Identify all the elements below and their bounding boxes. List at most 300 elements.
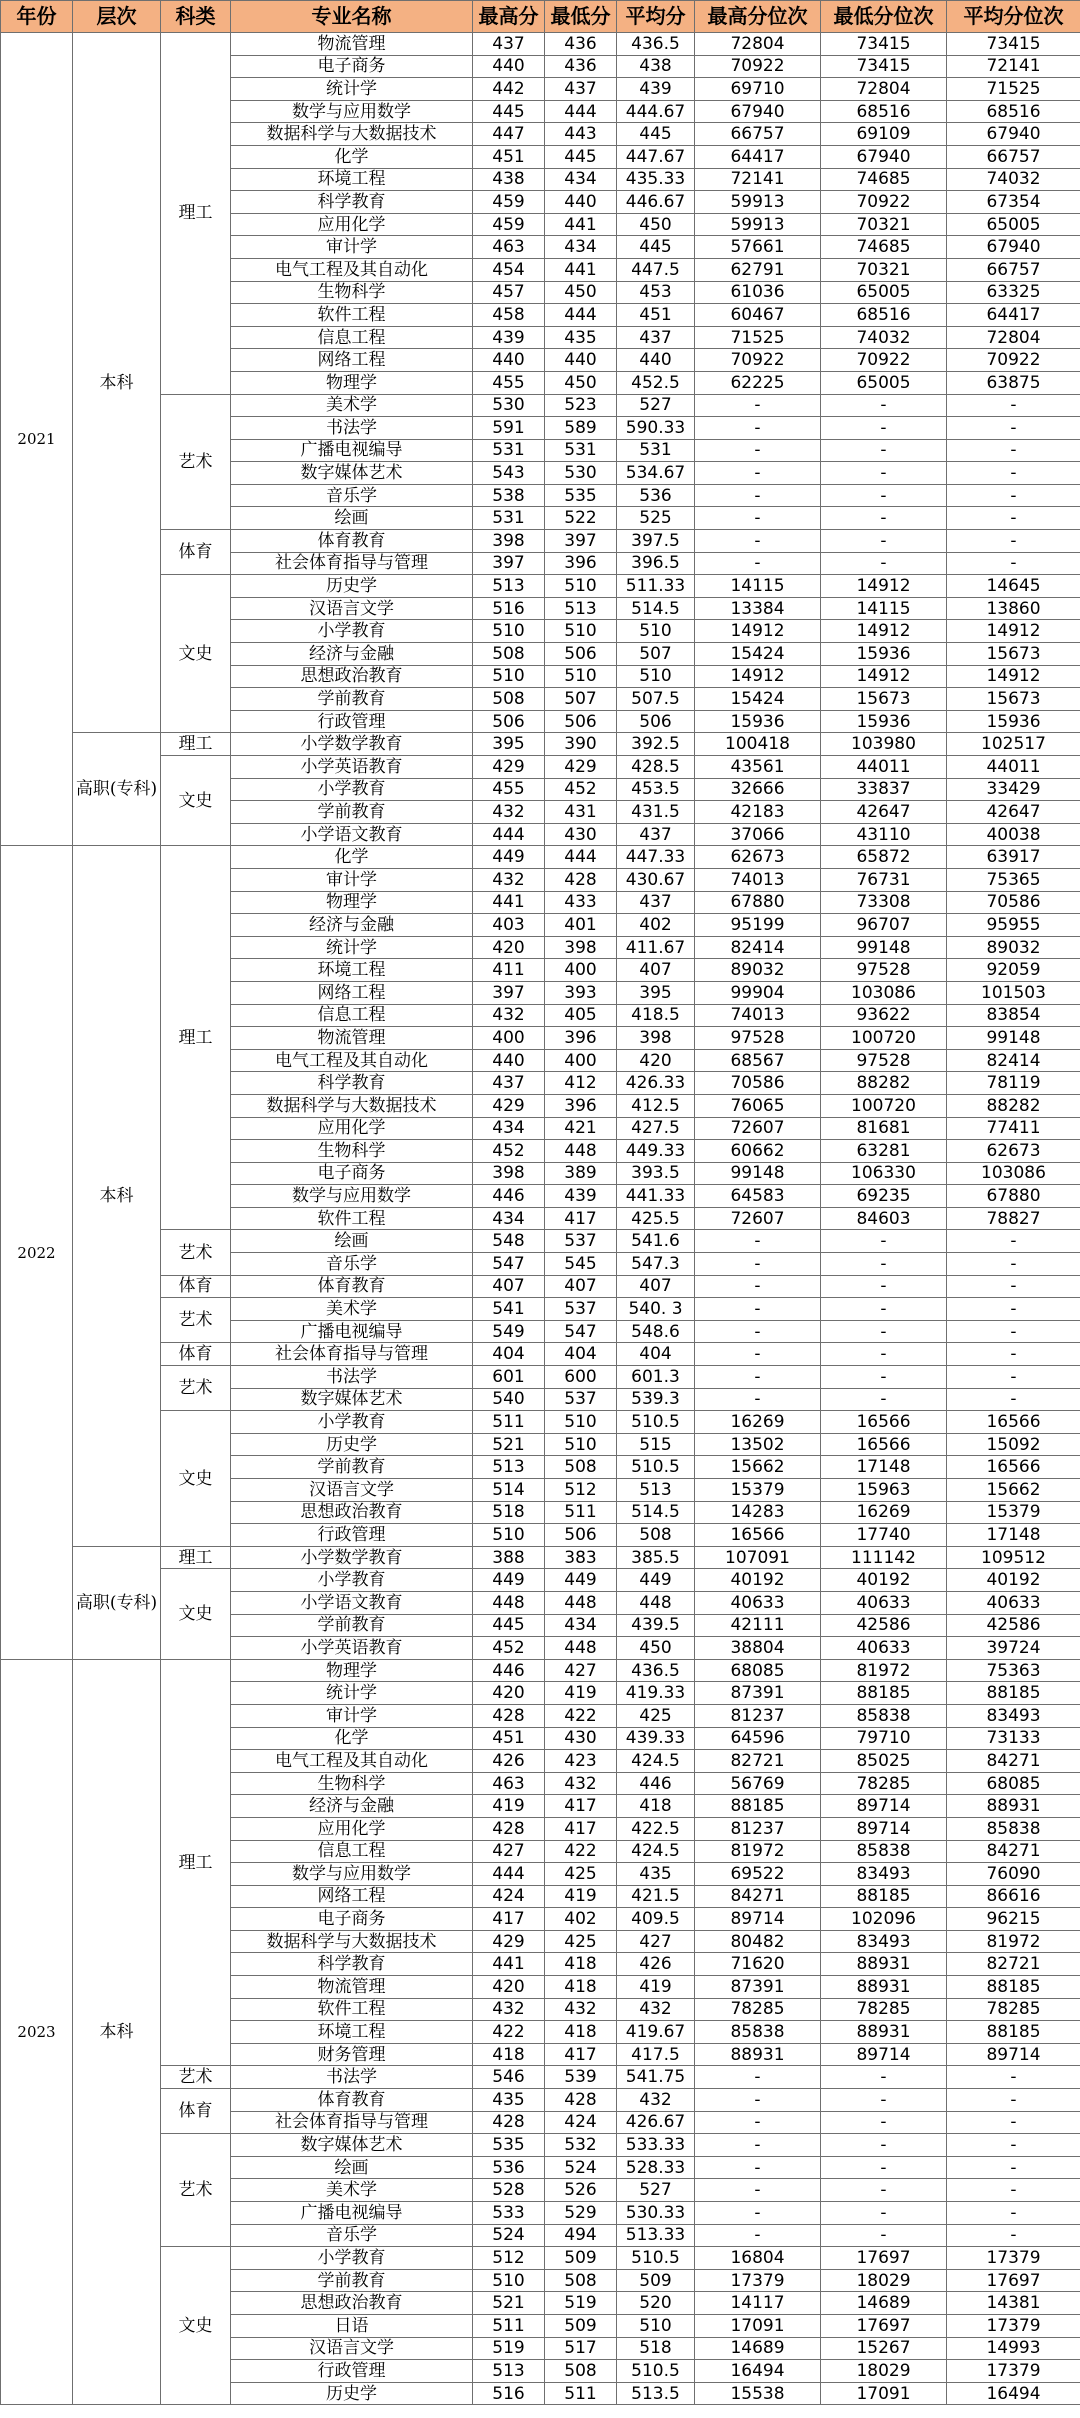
min-score-cell: 396: [545, 552, 617, 575]
avg-score-cell: 439.5: [617, 1614, 695, 1637]
major-name-cell: 电子商务: [231, 1908, 473, 1931]
avg-score-cell: 506: [617, 710, 695, 733]
max-rank-cell: 88185: [695, 1795, 821, 1818]
max-score-cell: 591: [473, 417, 545, 440]
table-row: [1, 1659, 1080, 1682]
min-score-cell: 539: [545, 2066, 617, 2089]
avg-rank-cell: 13860: [947, 597, 1080, 620]
major-name-cell: 书法学: [231, 2066, 473, 2089]
min-rank-cell: -: [821, 2089, 947, 2112]
max-rank-cell: 15662: [695, 1456, 821, 1479]
min-score-cell: 401: [545, 914, 617, 937]
major-name-cell: 软件工程: [231, 304, 473, 327]
major-name-cell: 应用化学: [231, 1817, 473, 1840]
min-score-cell: 417: [545, 2043, 617, 2066]
min-score-cell: 445: [545, 145, 617, 168]
min-rank-cell: 74685: [821, 168, 947, 191]
avg-score-cell: 398: [617, 1027, 695, 1050]
avg-score-cell: 539.3: [617, 1388, 695, 1411]
avg-rank-cell: 72804: [947, 326, 1080, 349]
min-score-cell: 523: [545, 394, 617, 417]
max-score-cell: 455: [473, 371, 545, 394]
min-score-cell: 450: [545, 371, 617, 394]
min-score-cell: 547: [545, 1320, 617, 1343]
max-rank-cell: 70586: [695, 1072, 821, 1095]
avg-rank-cell: 17379: [947, 2360, 1080, 2383]
max-score-cell: 538: [473, 484, 545, 507]
avg-rank-cell: 63875: [947, 371, 1080, 394]
avg-rank-cell: 40192: [947, 1569, 1080, 1592]
max-rank-cell: 64583: [695, 1185, 821, 1208]
max-rank-cell: -: [695, 439, 821, 462]
avg-rank-cell: 67354: [947, 191, 1080, 214]
max-rank-cell: 81237: [695, 1704, 821, 1727]
major-name-cell: 行政管理: [231, 710, 473, 733]
min-score-cell: 402: [545, 1908, 617, 1931]
min-rank-cell: -: [821, 484, 947, 507]
max-rank-cell: 13502: [695, 1433, 821, 1456]
major-name-cell: 数学与应用数学: [231, 100, 473, 123]
max-rank-cell: -: [695, 2134, 821, 2157]
min-score-cell: 508: [545, 1456, 617, 1479]
avg-score-cell: 540. 3: [617, 1298, 695, 1321]
avg-rank-cell: 14912: [947, 620, 1080, 643]
min-rank-cell: 89714: [821, 1817, 947, 1840]
avg-score-cell: 536: [617, 484, 695, 507]
min-rank-cell: -: [821, 462, 947, 485]
major-name-cell: 广播电视编导: [231, 1320, 473, 1343]
max-score-cell: 398: [473, 530, 545, 553]
major-name-cell: 小学英语教育: [231, 1637, 473, 1660]
min-score-cell: 510: [545, 575, 617, 598]
major-name-cell: 小学数学教育: [231, 1546, 473, 1569]
max-score-cell: 446: [473, 1185, 545, 1208]
major-name-cell: 社会体育指导与管理: [231, 1343, 473, 1366]
avg-score-cell: 445: [617, 123, 695, 146]
max-rank-cell: 13384: [695, 597, 821, 620]
max-score-cell: 441: [473, 891, 545, 914]
max-score-cell: 459: [473, 213, 545, 236]
major-name-cell: 化学: [231, 1727, 473, 1750]
avg-score-cell: 507: [617, 643, 695, 666]
max-score-cell: 440: [473, 349, 545, 372]
major-name-cell: 科学教育: [231, 1072, 473, 1095]
avg-rank-cell: 82721: [947, 1953, 1080, 1976]
min-rank-cell: 40633: [821, 1591, 947, 1614]
min-rank-cell: -: [821, 2202, 947, 2225]
avg-score-cell: 419.33: [617, 1682, 695, 1705]
major-name-cell: 小学语文教育: [231, 823, 473, 846]
max-score-cell: 451: [473, 145, 545, 168]
table-row: [1, 1569, 1080, 1592]
avg-rank-cell: -: [947, 2156, 1080, 2179]
header-avg-score: 平均分: [617, 1, 695, 33]
min-score-cell: 417: [545, 1795, 617, 1818]
max-score-cell: 432: [473, 1998, 545, 2021]
avg-score-cell: 449: [617, 1569, 695, 1592]
min-score-cell: 513: [545, 597, 617, 620]
avg-score-cell: 533.33: [617, 2134, 695, 2157]
max-score-cell: 524: [473, 2224, 545, 2247]
min-rank-cell: 73415: [821, 55, 947, 78]
category-cell: 文史: [161, 1411, 231, 1547]
table-row: [1, 394, 1080, 417]
min-score-cell: 425: [545, 1930, 617, 1953]
min-score-cell: 522: [545, 507, 617, 530]
major-name-cell: 网络工程: [231, 349, 473, 372]
max-rank-cell: 67880: [695, 891, 821, 914]
avg-score-cell: 518: [617, 2337, 695, 2360]
major-name-cell: 物理学: [231, 1659, 473, 1682]
avg-rank-cell: 66757: [947, 145, 1080, 168]
min-rank-cell: 65005: [821, 371, 947, 394]
avg-rank-cell: 17148: [947, 1524, 1080, 1547]
avg-score-cell: 419: [617, 1976, 695, 1999]
table-row: [1, 1343, 1080, 1366]
max-rank-cell: 87391: [695, 1682, 821, 1705]
major-name-cell: 化学: [231, 846, 473, 869]
avg-score-cell: 590.33: [617, 417, 695, 440]
max-score-cell: 548: [473, 1230, 545, 1253]
min-rank-cell: 40192: [821, 1569, 947, 1592]
avg-rank-cell: 15673: [947, 688, 1080, 711]
avg-score-cell: 412.5: [617, 1094, 695, 1117]
avg-score-cell: 435.33: [617, 168, 695, 191]
major-name-cell: 行政管理: [231, 2360, 473, 2383]
table-row: [1, 1411, 1080, 1434]
table-row: [1, 846, 1080, 869]
major-name-cell: 信息工程: [231, 1004, 473, 1027]
avg-score-cell: 385.5: [617, 1546, 695, 1569]
min-score-cell: 510: [545, 665, 617, 688]
min-rank-cell: 68516: [821, 304, 947, 327]
avg-score-cell: 511.33: [617, 575, 695, 598]
avg-score-cell: 424.5: [617, 1840, 695, 1863]
avg-score-cell: 541.6: [617, 1230, 695, 1253]
min-score-cell: 419: [545, 1682, 617, 1705]
min-rank-cell: 14912: [821, 575, 947, 598]
max-score-cell: 528: [473, 2179, 545, 2202]
major-name-cell: 日语: [231, 2314, 473, 2337]
avg-rank-cell: -: [947, 2202, 1080, 2225]
max-score-cell: 437: [473, 33, 545, 56]
max-rank-cell: 16566: [695, 1524, 821, 1547]
min-rank-cell: 63281: [821, 1140, 947, 1163]
min-score-cell: 434: [545, 168, 617, 191]
avg-rank-cell: 81972: [947, 1930, 1080, 1953]
max-rank-cell: 81237: [695, 1817, 821, 1840]
max-score-cell: 398: [473, 1162, 545, 1185]
max-score-cell: 432: [473, 868, 545, 891]
min-score-cell: 422: [545, 1840, 617, 1863]
major-name-cell: 生物科学: [231, 281, 473, 304]
avg-rank-cell: 82414: [947, 1049, 1080, 1072]
max-score-cell: 541: [473, 1298, 545, 1321]
max-score-cell: 407: [473, 1275, 545, 1298]
min-score-cell: 589: [545, 417, 617, 440]
min-score-cell: 545: [545, 1253, 617, 1276]
min-rank-cell: 100720: [821, 1094, 947, 1117]
avg-score-cell: 527: [617, 2179, 695, 2202]
max-score-cell: 513: [473, 575, 545, 598]
min-score-cell: 432: [545, 1772, 617, 1795]
min-rank-cell: 70321: [821, 258, 947, 281]
max-rank-cell: 99148: [695, 1162, 821, 1185]
category-cell: 理工: [161, 1546, 231, 1569]
min-score-cell: 509: [545, 2314, 617, 2337]
max-score-cell: 424: [473, 1885, 545, 1908]
major-name-cell: 美术学: [231, 394, 473, 417]
major-name-cell: 学前教育: [231, 2269, 473, 2292]
avg-rank-cell: 42586: [947, 1614, 1080, 1637]
max-rank-cell: 67940: [695, 100, 821, 123]
max-score-cell: 428: [473, 1704, 545, 1727]
avg-rank-cell: 103086: [947, 1162, 1080, 1185]
max-score-cell: 506: [473, 710, 545, 733]
avg-rank-cell: 71525: [947, 78, 1080, 101]
avg-rank-cell: 72141: [947, 55, 1080, 78]
min-score-cell: 440: [545, 349, 617, 372]
min-score-cell: 444: [545, 304, 617, 327]
avg-score-cell: 530.33: [617, 2202, 695, 2225]
min-rank-cell: 99148: [821, 936, 947, 959]
major-name-cell: 信息工程: [231, 1840, 473, 1863]
avg-rank-cell: -: [947, 1275, 1080, 1298]
avg-score-cell: 447.5: [617, 258, 695, 281]
min-rank-cell: -: [821, 439, 947, 462]
max-rank-cell: 64417: [695, 145, 821, 168]
avg-rank-cell: 89032: [947, 936, 1080, 959]
year-cell: 2022: [1, 846, 73, 1659]
major-name-cell: 体育教育: [231, 1275, 473, 1298]
major-name-cell: 数字媒体艺术: [231, 462, 473, 485]
max-rank-cell: 62225: [695, 371, 821, 394]
max-score-cell: 454: [473, 258, 545, 281]
avg-score-cell: 601.3: [617, 1366, 695, 1389]
min-score-cell: 407: [545, 1275, 617, 1298]
major-name-cell: 小学教育: [231, 1569, 473, 1592]
min-score-cell: 397: [545, 530, 617, 553]
major-name-cell: 小学英语教育: [231, 756, 473, 779]
min-score-cell: 508: [545, 2360, 617, 2383]
max-score-cell: 458: [473, 304, 545, 327]
min-score-cell: 537: [545, 1388, 617, 1411]
min-rank-cell: 44011: [821, 756, 947, 779]
avg-score-cell: 396.5: [617, 552, 695, 575]
avg-score-cell: 510.5: [617, 2247, 695, 2270]
max-rank-cell: 70922: [695, 55, 821, 78]
max-rank-cell: -: [695, 1366, 821, 1389]
table-row: [1, 2089, 1080, 2112]
max-rank-cell: -: [695, 1298, 821, 1321]
max-score-cell: 404: [473, 1343, 545, 1366]
major-name-cell: 汉语言文学: [231, 597, 473, 620]
max-rank-cell: 16804: [695, 2247, 821, 2270]
max-rank-cell: 72804: [695, 33, 821, 56]
min-score-cell: 530: [545, 462, 617, 485]
avg-score-cell: 440: [617, 349, 695, 372]
avg-score-cell: 447.67: [617, 145, 695, 168]
min-score-cell: 418: [545, 1976, 617, 1999]
avg-score-cell: 534.67: [617, 462, 695, 485]
avg-rank-cell: 63325: [947, 281, 1080, 304]
min-rank-cell: 70321: [821, 213, 947, 236]
avg-rank-cell: 86616: [947, 1885, 1080, 1908]
max-score-cell: 516: [473, 597, 545, 620]
max-rank-cell: 38804: [695, 1637, 821, 1660]
avg-rank-cell: 88185: [947, 2021, 1080, 2044]
min-score-cell: 419: [545, 1885, 617, 1908]
avg-score-cell: 449.33: [617, 1140, 695, 1163]
avg-rank-cell: 14912: [947, 665, 1080, 688]
min-rank-cell: 69109: [821, 123, 947, 146]
avg-rank-cell: 64417: [947, 304, 1080, 327]
min-rank-cell: 70922: [821, 349, 947, 372]
max-score-cell: 521: [473, 1433, 545, 1456]
avg-rank-cell: 17697: [947, 2269, 1080, 2292]
min-score-cell: 509: [545, 2247, 617, 2270]
min-score-cell: 511: [545, 2382, 617, 2405]
avg-score-cell: 421.5: [617, 1885, 695, 1908]
min-rank-cell: 73308: [821, 891, 947, 914]
avg-rank-cell: 40633: [947, 1591, 1080, 1614]
min-score-cell: 524: [545, 2156, 617, 2179]
avg-rank-cell: 40038: [947, 823, 1080, 846]
major-name-cell: 小学教育: [231, 2247, 473, 2270]
max-rank-cell: 88931: [695, 2043, 821, 2066]
avg-score-cell: 441.33: [617, 1185, 695, 1208]
avg-score-cell: 453.5: [617, 778, 695, 801]
min-rank-cell: -: [821, 2111, 947, 2134]
major-name-cell: 电气工程及其自动化: [231, 1750, 473, 1773]
min-rank-cell: -: [821, 1253, 947, 1276]
max-rank-cell: 43561: [695, 756, 821, 779]
avg-score-cell: 445: [617, 236, 695, 259]
max-score-cell: 508: [473, 688, 545, 711]
major-name-cell: 绘画: [231, 1230, 473, 1253]
major-name-cell: 电子商务: [231, 55, 473, 78]
min-score-cell: 405: [545, 1004, 617, 1027]
max-rank-cell: -: [695, 1253, 821, 1276]
max-score-cell: 516: [473, 2382, 545, 2405]
min-rank-cell: -: [821, 1343, 947, 1366]
avg-score-cell: 513.5: [617, 2382, 695, 2405]
min-score-cell: 443: [545, 123, 617, 146]
major-name-cell: 软件工程: [231, 1207, 473, 1230]
avg-rank-cell: 70922: [947, 349, 1080, 372]
table-body: [1, 33, 1080, 2405]
max-score-cell: 422: [473, 2021, 545, 2044]
avg-score-cell: 392.5: [617, 733, 695, 756]
min-rank-cell: 106330: [821, 1162, 947, 1185]
avg-rank-cell: -: [947, 1343, 1080, 1366]
min-rank-cell: 42647: [821, 801, 947, 824]
avg-score-cell: 425: [617, 1704, 695, 1727]
max-rank-cell: 100418: [695, 733, 821, 756]
category-cell: 艺术: [161, 1366, 231, 1411]
major-name-cell: 思想政治教育: [231, 1501, 473, 1524]
major-name-cell: 小学教育: [231, 1411, 473, 1434]
min-rank-cell: 84603: [821, 1207, 947, 1230]
major-name-cell: 小学教育: [231, 620, 473, 643]
min-score-cell: 434: [545, 236, 617, 259]
avg-rank-cell: 84271: [947, 1840, 1080, 1863]
table-row: [1, 2134, 1080, 2157]
max-score-cell: 435: [473, 2089, 545, 2112]
max-rank-cell: 85838: [695, 2021, 821, 2044]
min-rank-cell: 73415: [821, 33, 947, 56]
year-cell: 2021: [1, 33, 73, 846]
avg-score-cell: 419.67: [617, 2021, 695, 2044]
max-rank-cell: 14117: [695, 2292, 821, 2315]
max-rank-cell: -: [695, 2179, 821, 2202]
min-score-cell: 421: [545, 1117, 617, 1140]
min-rank-cell: 76731: [821, 868, 947, 891]
max-score-cell: 417: [473, 1908, 545, 1931]
avg-rank-cell: -: [947, 507, 1080, 530]
max-score-cell: 530: [473, 394, 545, 417]
max-rank-cell: 14912: [695, 620, 821, 643]
avg-score-cell: 426.67: [617, 2111, 695, 2134]
avg-rank-cell: 76090: [947, 1863, 1080, 1886]
min-score-cell: 390: [545, 733, 617, 756]
min-rank-cell: 72804: [821, 78, 947, 101]
major-name-cell: 体育教育: [231, 2089, 473, 2112]
major-name-cell: 绘画: [231, 2156, 473, 2179]
avg-rank-cell: 14993: [947, 2337, 1080, 2360]
avg-rank-cell: 74032: [947, 168, 1080, 191]
min-rank-cell: 15963: [821, 1479, 947, 1502]
avg-rank-cell: -: [947, 1388, 1080, 1411]
max-score-cell: 449: [473, 846, 545, 869]
avg-score-cell: 507.5: [617, 688, 695, 711]
avg-score-cell: 426: [617, 1953, 695, 1976]
avg-score-cell: 531: [617, 439, 695, 462]
max-rank-cell: -: [695, 1388, 821, 1411]
avg-score-cell: 508: [617, 1524, 695, 1547]
avg-rank-cell: 73415: [947, 33, 1080, 56]
max-score-cell: 439: [473, 326, 545, 349]
max-score-cell: 452: [473, 1140, 545, 1163]
avg-score-cell: 430.67: [617, 868, 695, 891]
min-score-cell: 400: [545, 959, 617, 982]
min-rank-cell: -: [821, 2156, 947, 2179]
max-score-cell: 440: [473, 55, 545, 78]
avg-score-cell: 510: [617, 665, 695, 688]
avg-score-cell: 450: [617, 1637, 695, 1660]
min-rank-cell: 88185: [821, 1682, 947, 1705]
max-score-cell: 440: [473, 1049, 545, 1072]
min-score-cell: 428: [545, 868, 617, 891]
avg-rank-cell: 83493: [947, 1704, 1080, 1727]
max-rank-cell: 87391: [695, 1976, 821, 1999]
avg-score-cell: 411.67: [617, 936, 695, 959]
max-rank-cell: 95199: [695, 914, 821, 937]
min-rank-cell: 96707: [821, 914, 947, 937]
max-score-cell: 543: [473, 462, 545, 485]
max-score-cell: 437: [473, 1072, 545, 1095]
major-name-cell: 书法学: [231, 1366, 473, 1389]
max-score-cell: 451: [473, 1727, 545, 1750]
max-score-cell: 420: [473, 936, 545, 959]
max-score-cell: 434: [473, 1117, 545, 1140]
table-row: [1, 2066, 1080, 2089]
major-name-cell: 思想政治教育: [231, 665, 473, 688]
max-rank-cell: 15379: [695, 1479, 821, 1502]
major-name-cell: 音乐学: [231, 1253, 473, 1276]
max-rank-cell: -: [695, 1230, 821, 1253]
max-score-cell: 447: [473, 123, 545, 146]
